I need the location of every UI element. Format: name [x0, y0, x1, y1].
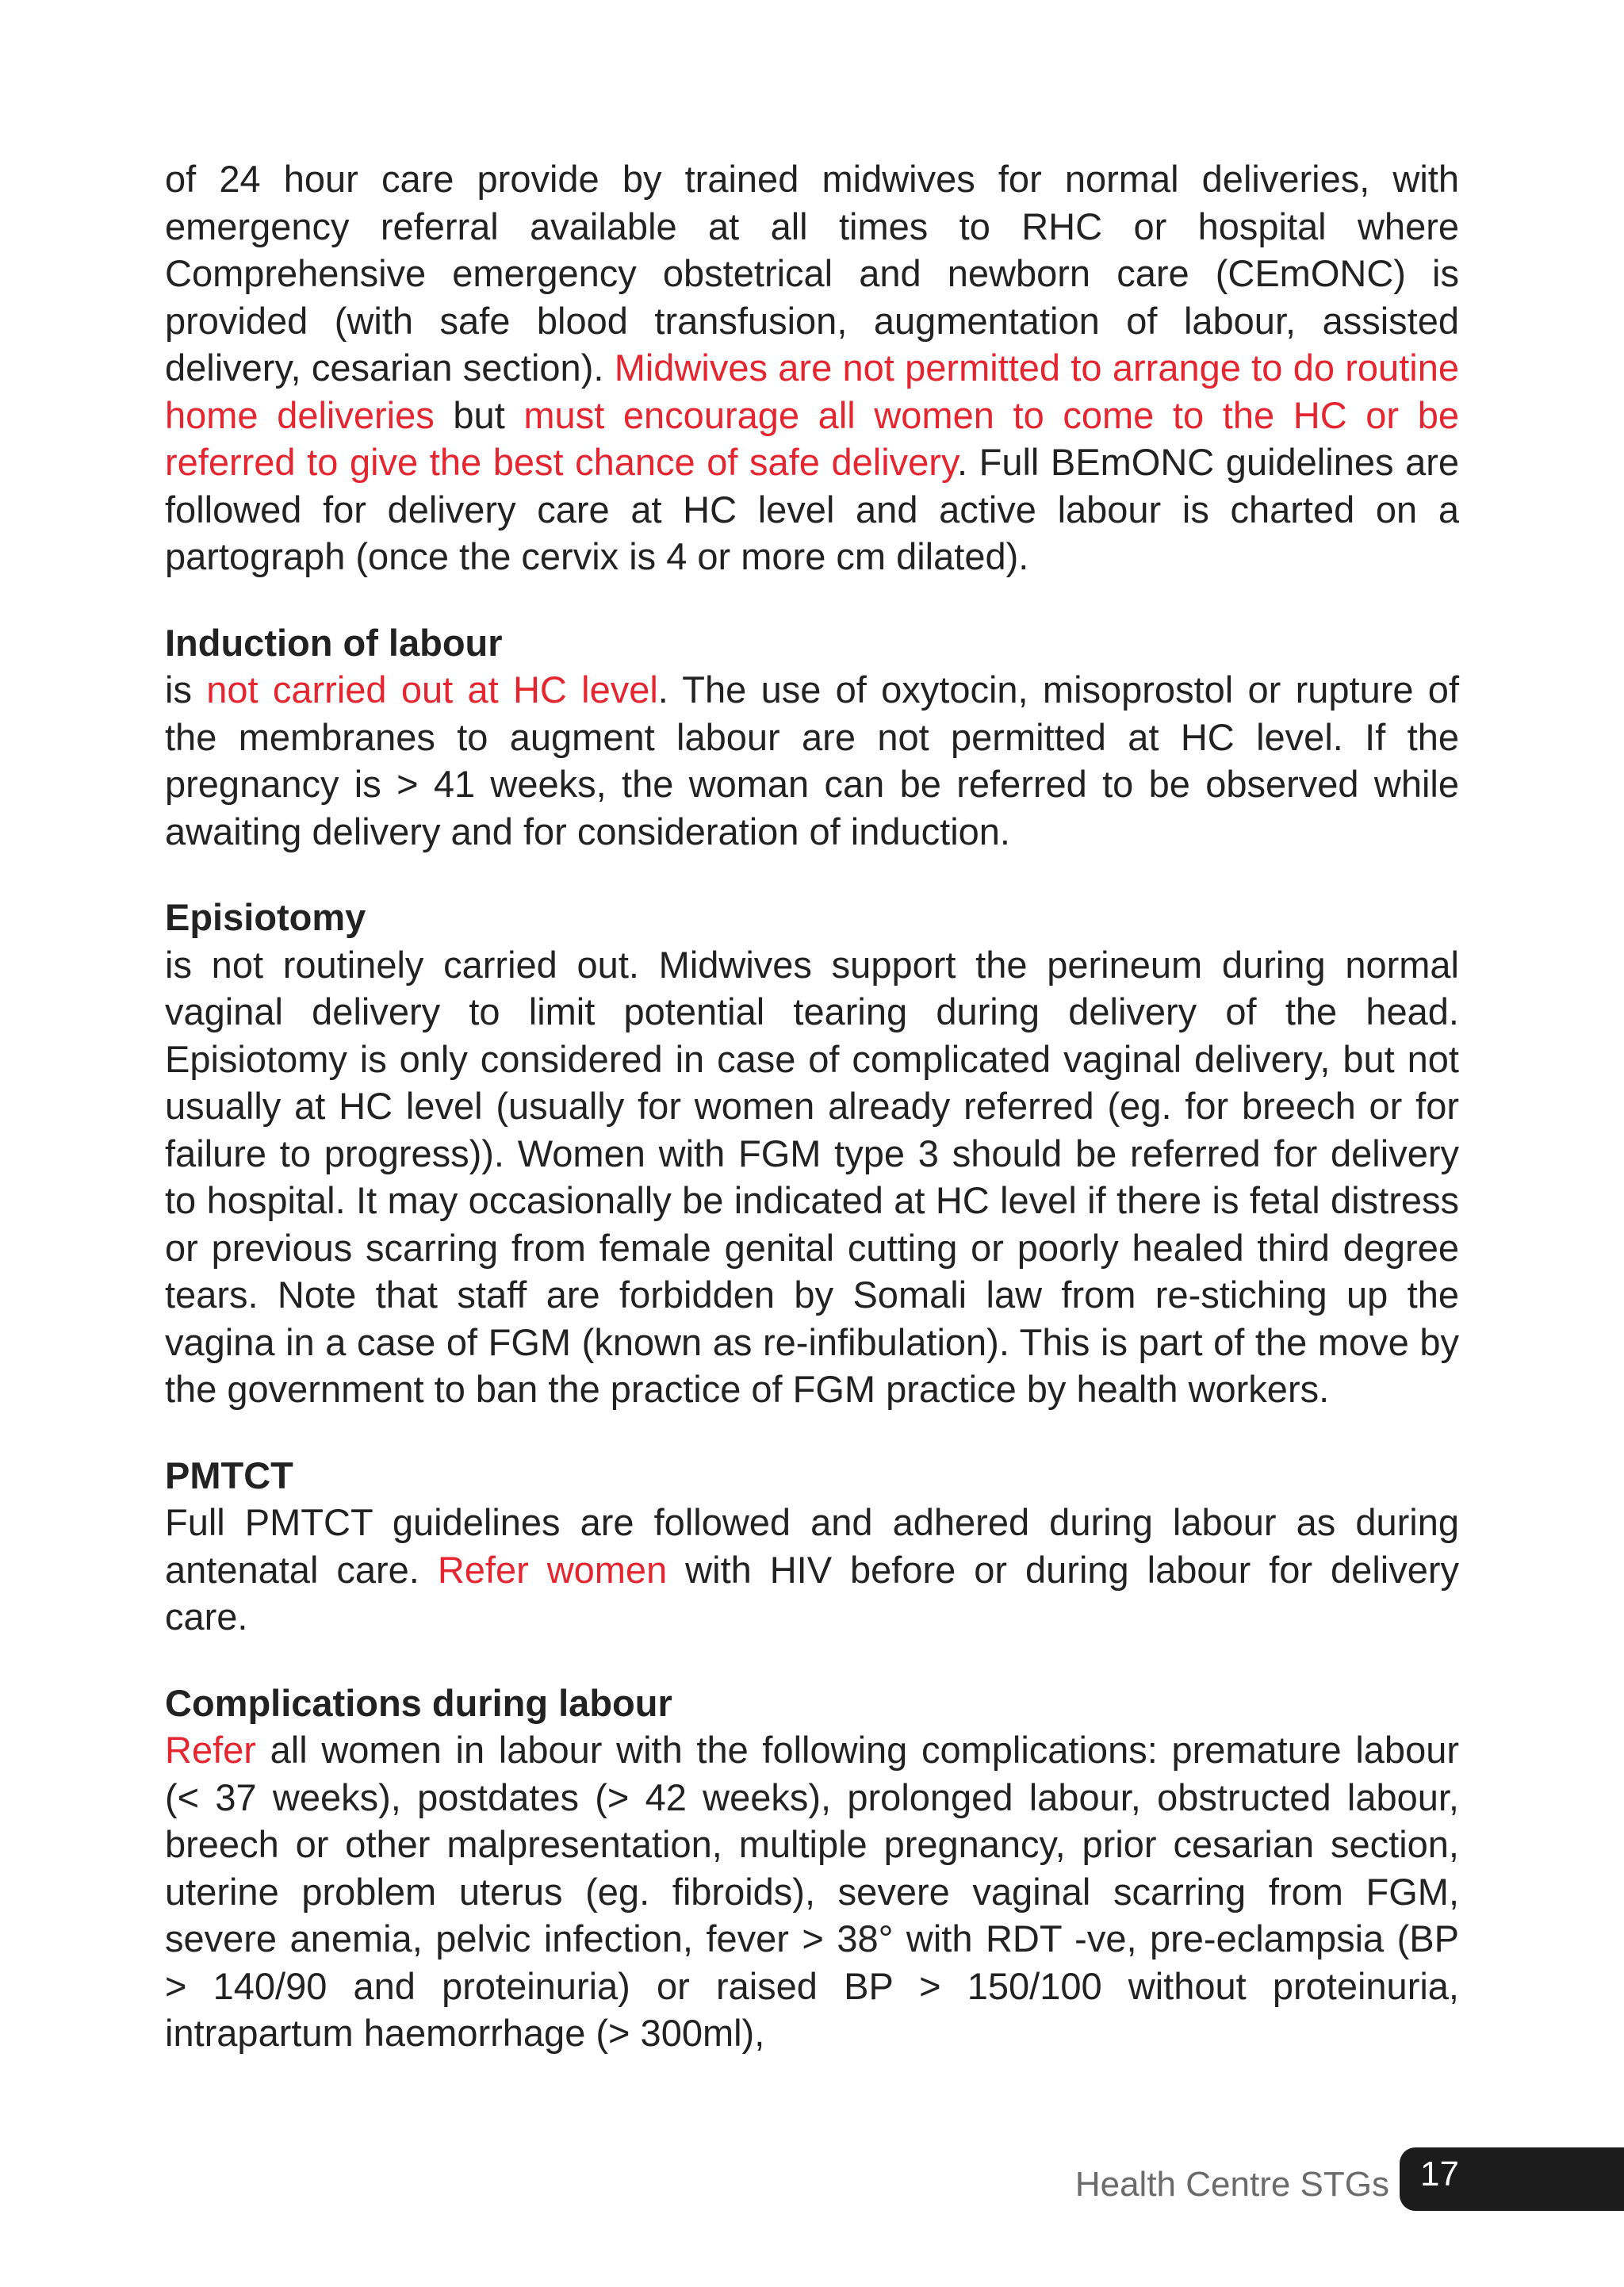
- pmtct-text-1: Full PMTCT guidelines are followed and adhered during labour as during antenatal care.: [165, 1501, 1459, 1591]
- section-episiotomy: [165, 894, 1459, 1413]
- episiotomy-heading: Episiotomy: [165, 896, 366, 938]
- page-number: 17: [1420, 2155, 1459, 2193]
- pmtct-heading: PMTCT: [165, 1454, 293, 1496]
- complications-text: all women in labour with the following complications: premature labour (< 37 weeks), postdates (> 42 weeks), prolonged labour, obstructed labour, breech or other malpresentation, multiple pregnancy, prior cesarian section, uterine problem uterus (eg. fibroids), severe vaginal scarring from FGM, severe anemia, pelvic infection, fever > 38° with RDT -ve, pre-eclampsia (BP > 140/90 and proteinuria) or raised BP > 150/100 without proteinuria, intrapartum haemorrhage (> 300ml),: [165, 1729, 1459, 2054]
- intro-text-2: but: [434, 393, 524, 436]
- pmtct-text-2: with HIV before or during labour for delivery care.: [165, 1548, 1459, 1638]
- episiotomy-paragraph: is not routinely carried out. Midwives support the perineum during normal vaginal delivery to limit potential tearing during delivery of the head. Episiotomy is only considered in case of complicated vaginal delivery, but not usually at HC level (usually for women already referred (eg. for breech or for failure to progress)). Women with FGM type 3 should be referred for delivery to hospital. It may occasionally be indicated at HC level if there is fetal distress or previous scarring from female genital cutting or poorly healed third degree tears. Note that staff are forbidden by Somali law from re-stiching up the vagina in a case of FGM (known as re-infibulation). This is part of the move by the government to ban the practice of FGM practice by health workers.: [165, 943, 1459, 1410]
- pmtct-paragraph: [165, 1499, 1459, 1641]
- complications-paragraph: [165, 1726, 1459, 2057]
- induction-heading: Induction of labour: [165, 621, 503, 664]
- induction-text-1: is: [165, 668, 207, 711]
- pmtct-highlight: Refer women: [437, 1548, 668, 1591]
- section-induction: [165, 619, 1459, 856]
- intro-paragraph: [165, 155, 1459, 580]
- page-body: [165, 155, 1459, 2057]
- intro-text-3: . Full BEmONC guidelines are followed for delivery care at HC level and active labour is charted on a partograph (once the cervix is 4 or more cm dilated).: [165, 441, 1459, 577]
- complications-heading: Complications during labour: [165, 1681, 672, 1724]
- induction-paragraph: [165, 666, 1459, 855]
- page-number-tab: [1400, 2147, 1624, 2211]
- induction-text-2: . The use of oxytocin, misoprostol or rupture of the membranes to augment labour are not permitted at HC level. If the pregnancy is > 41 weeks, the woman can be referred to be observed while awaiting delivery and for consideration of induction.: [165, 668, 1460, 852]
- induction-highlight: not carried out at HC level: [206, 668, 658, 711]
- intro-highlight-1: Midwives are not permitted to arrange to do routine home deliveries: [165, 347, 1459, 436]
- footer-label: Health Centre STGs: [1074, 2165, 1389, 2204]
- intro-highlight-2: must encourage all women to come to the HC or be referred to give the best chance of safe delivery: [165, 393, 1460, 483]
- section-pmtct: [165, 1452, 1459, 1641]
- section-complications: [165, 1680, 1459, 2057]
- intro-text-1: of 24 hour care provide by trained midwives for normal deliveries, with emergency referral available at all times to RHC or hospital where Comprehensive emergency obstetrical and newborn care (CEmONC) is provided (with safe blood transfusion, augmentation of labour, assisted delivery, cesarian section).: [165, 158, 1459, 389]
- complications-highlight: Refer: [165, 1729, 256, 1771]
